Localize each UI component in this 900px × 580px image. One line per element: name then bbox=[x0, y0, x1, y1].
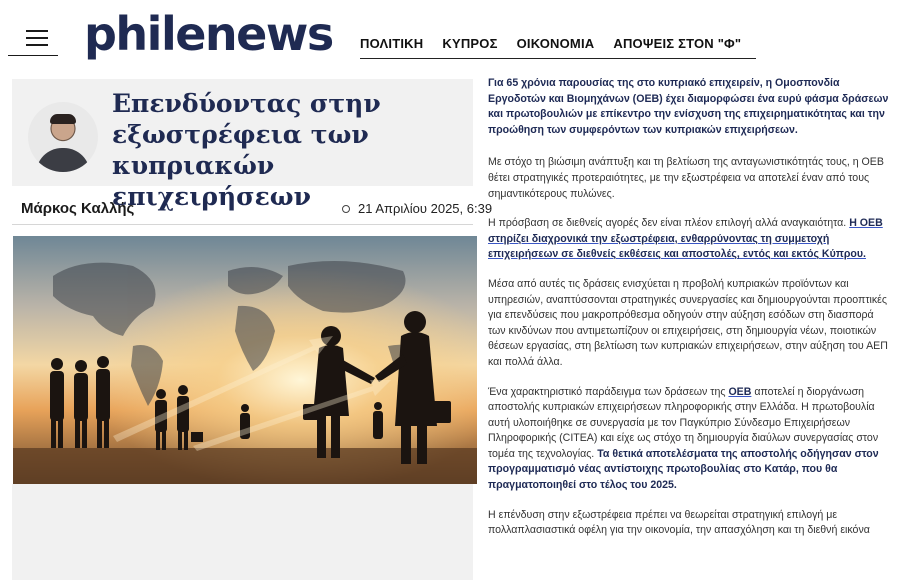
menu-icon[interactable] bbox=[26, 30, 48, 46]
article-paragraph: Η πρόσβαση σε διεθνείς αγορές δεν είναι πλέον επιλογή αλλά αναγκαιότητα. Η ΟΕΒ στηρίζει διαχρονικά την εξωστρέφεια, ενθαρρύνοντας τη συμμετοχή επιχειρήσεων σε διεθνείς εκθέσεις και αποστολές, εντός και εκτός Κύπρου. bbox=[488, 217, 883, 261]
nav-item-kypros[interactable]: ΚΥΠΡΟΣ bbox=[442, 36, 498, 51]
clock-icon bbox=[342, 205, 350, 213]
main-nav bbox=[360, 36, 741, 51]
sidebar-ad-placeholder bbox=[12, 484, 473, 580]
article-paragraph: Η επένδυση στην εξωστρέφεια πρέπει να θεωρείται στρατηγική επιλογή με πολλαπλασιαστικά οφέλη για την οικονομία, την απασχόληση και τη διεθνή εικόνα bbox=[488, 508, 870, 537]
site-header bbox=[0, 0, 900, 72]
article-paragraph: Ένα χαρακτηριστικό παράδειγμα των δράσεων της ΟΕΒ αποτελεί η διοργάνωση αποστολής κυπριακών επιχειρήσεων πληροφορικής στην Ελλάδα. Η πρωτοβουλία αυτή υλοποιήθηκε σε συνεργασία με τον Παγκύπριο Σύνδεσμο Επιχειρήσεων Πληροφορικής (CITEA) και είχε ως στόχο τη δημιουργία διαύλων συνεργασίας στον τομέα της τεχνολογίας. Τα θετικά αποτελέσματα της αποστολής οδήγησαν στον προγραμματισμό νέας αντίστοιχης πρωτοβουλίας στο Κατάρ, που θα πραγματοποιηθεί στο τέλος του 2025. bbox=[488, 385, 879, 492]
hero-image bbox=[13, 236, 477, 484]
byline-divider bbox=[12, 224, 473, 225]
article-lead: Για 65 χρόνια παρουσίας της στο κυπριακό επιχειρείν, η Ομοσπονδία Εργοδοτών και Βιομηχάνων (ΟΕΒ) έχει διαμορφώσει ένα ευρύ φάσμα δράσεων και πρωτοβουλιών με επίκεντρο την ενίσχυση της επιχειρηματικότητας και την προώθηση των συμφερόντων των κυπριακών επιχειρήσεων. bbox=[488, 77, 889, 136]
oeb-link[interactable]: ΟΕΒ bbox=[728, 385, 752, 398]
nav-item-apopseis[interactable]: ΑΠΟΨΕΙΣ ΣΤΟΝ "Φ" bbox=[613, 36, 742, 51]
nav-divider bbox=[360, 58, 756, 59]
article-body bbox=[488, 76, 890, 553]
publish-date bbox=[342, 201, 492, 216]
author-name[interactable]: Μάρκος Καλλής bbox=[21, 200, 135, 217]
menu-underline bbox=[8, 55, 58, 56]
nav-item-politiki[interactable]: ΠΟΛΙΤΙΚΗ bbox=[360, 36, 424, 51]
article-paragraph: Με στόχο τη βιώσιμη ανάπτυξη και τη βελτίωση της ανταγωνιστικότητάς τους, η ΟΕΒ θέτει στρατηγικές προτεραιότητες, με την εξωστρέφεια να αποτελεί έναν από τους σημαντικότερους πυλώνες. bbox=[488, 156, 884, 200]
business-handshake-illustration bbox=[13, 236, 477, 484]
site-logo[interactable]: philenews bbox=[84, 7, 333, 61]
article-title: Επενδύοντας στην εξωστρέφεια των κυπριακών επιχειρήσεων bbox=[112, 89, 381, 211]
publish-date-text: 21 Απριλίου 2025, 6:39 bbox=[358, 201, 493, 216]
nav-item-oikonomia[interactable]: ΟΙΚΟΝΟΜΙΑ bbox=[516, 36, 595, 51]
article-paragraph: Μέσα από αυτές τις δράσεις ενισχύεται η προβολή κυπριακών προϊόντων και υπηρεσιών, αναπτύσσονται στρατηγικές συνεργασίες και δημιουργούνται προοπτικές για επενδύσεις που μακροπρόθεσμα οδηγούν στην αύξηση εσόδων στη διασπορά των κινδύνων που αντιμετωπίζουν οι επιχειρήσεις, στη δημιουργία νέων, ποιοτικών θέσεων εργασίας, στη βελτίωση των κυπριακών επιχειρήσεων, στην αύξηση του ΑΕΠ και πολλά άλλα. bbox=[488, 277, 888, 368]
author-avatar bbox=[28, 102, 98, 172]
